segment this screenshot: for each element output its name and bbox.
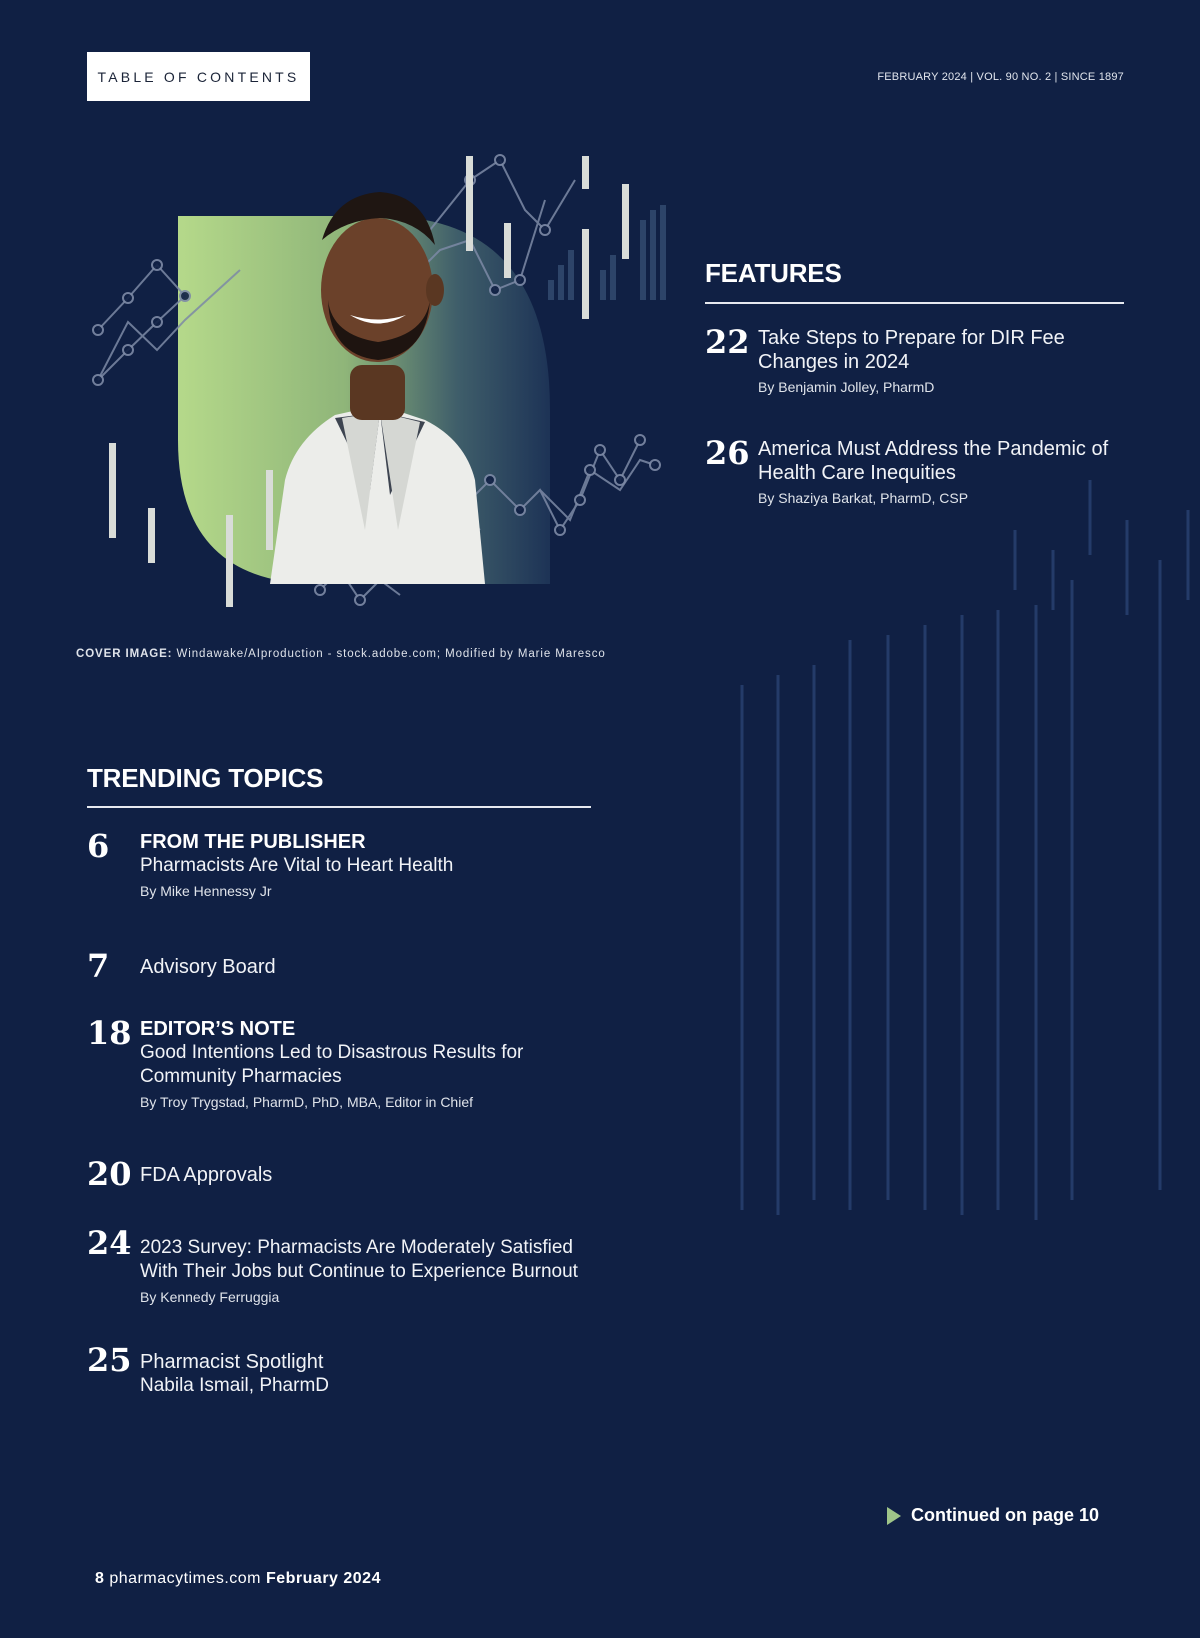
- entry-title: Take Steps to Prepare for DIR Fee Changes in 2024: [758, 327, 1065, 373]
- entry-byline: By Benjamin Jolley, PharmD: [758, 379, 935, 395]
- continued-link[interactable]: [887, 1505, 1099, 1526]
- entry-byline: By Kennedy Ferruggia: [140, 1289, 280, 1305]
- entry-byline: By Shaziya Barkat, PharmD, CSP: [758, 490, 969, 506]
- entry-title: Good Intentions Led to Disastrous Results for Community Pharmacies: [140, 1042, 524, 1087]
- trending-rule: [87, 806, 591, 808]
- page-number: 7: [87, 947, 110, 985]
- continued-text: Continued on page 10: [911, 1505, 1100, 1525]
- entry-byline: By Troy Trygstad, PharmD, PhD, MBA, Editor in Chief: [140, 1094, 473, 1110]
- footer-date: February 2024: [265, 1570, 381, 1587]
- page-number: 22: [705, 323, 750, 361]
- features-heading: FEATURES: [705, 258, 842, 288]
- entry-title: Advisory Board: [140, 956, 276, 978]
- features-rule: [705, 302, 1124, 304]
- page-number: 6: [87, 827, 110, 865]
- cover-credit-label: COVER IMAGE:: [76, 648, 173, 660]
- entry-title: Nabila Ismail, PharmD: [140, 1375, 329, 1396]
- page-number: 26: [705, 434, 750, 472]
- page-footer: [95, 1570, 381, 1588]
- page-number: 20: [87, 1155, 132, 1193]
- table-of-contents-label: TABLE OF CONTENTS: [87, 52, 310, 101]
- entry-kicker: Pharmacist Spotlight: [140, 1351, 324, 1373]
- cover-illustration: [80, 150, 670, 640]
- cover-credit-text: Windawake/AIproduction - stock.adobe.com; Modified by Marie Maresco: [176, 648, 606, 660]
- page-number: 24: [87, 1224, 132, 1262]
- entry-title: Pharmacists Are Vital to Heart Health: [140, 855, 454, 876]
- arrow-triangle-icon: [887, 1507, 901, 1525]
- cover-image-credit: [76, 648, 606, 660]
- trending-topics-heading: TRENDING TOPICS: [87, 763, 324, 793]
- entry-title: America Must Address the Pandemic of Health Care Inequities: [758, 438, 1109, 484]
- issue-info: FEBRUARY 2024 | VOL. 90 NO. 2 | SINCE 1897: [877, 71, 1124, 83]
- entry-kicker: EDITOR’S NOTE: [140, 1018, 296, 1040]
- entry-kicker: FROM THE PUBLISHER: [140, 831, 366, 853]
- background-lines-decoration: [740, 440, 1200, 1240]
- footer-page-number: 8: [95, 1570, 105, 1587]
- entry-title: 2023 Survey: Pharmacists Are Moderately Satisfied With Their Jobs but Continue to Experience Burnout: [140, 1237, 578, 1282]
- footer-site: pharmacytimes.com: [109, 1570, 262, 1587]
- entry-title: FDA Approvals: [140, 1164, 273, 1186]
- page-number: 18: [87, 1014, 132, 1052]
- page-number: 25: [87, 1341, 132, 1379]
- entry-byline: By Mike Hennessy Jr: [140, 883, 272, 899]
